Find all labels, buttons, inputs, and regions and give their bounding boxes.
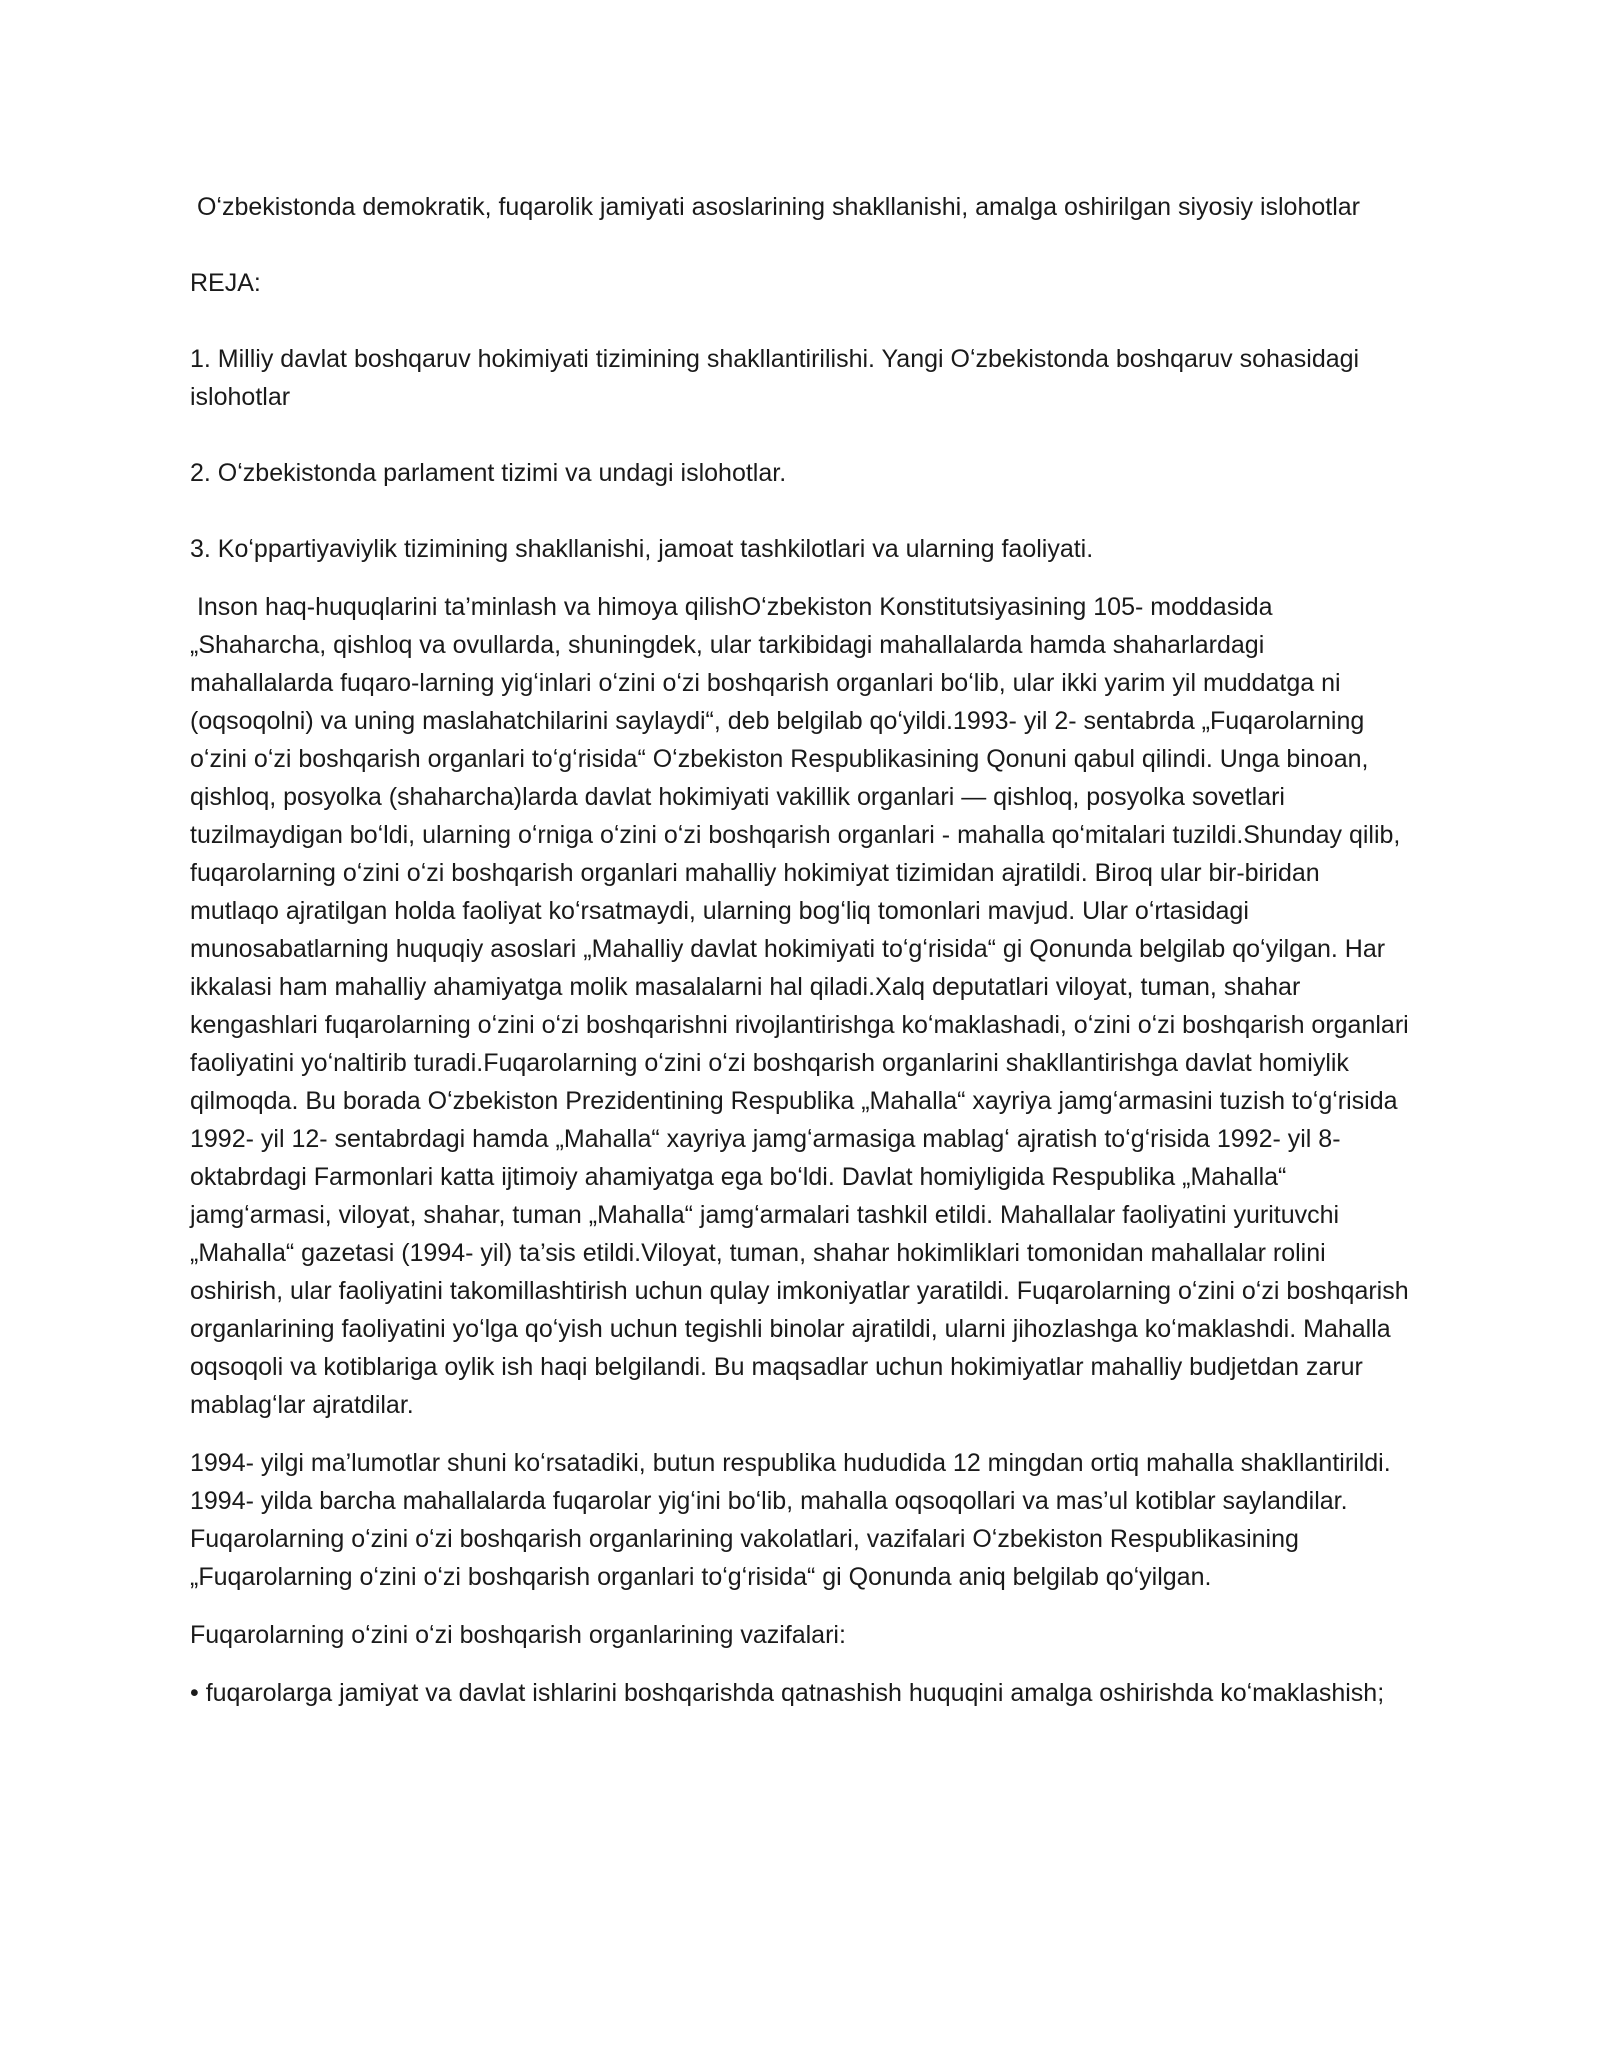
document-title: Oʻzbekistonda demokratik, fuqarolik jamiyati asoslarining shakllanishi, amalga oshirilgan siyosiy islohotlar — [190, 193, 1360, 221]
body-paragraph-2: 1994- yilgi ma’lumotlar shuni koʻrsatadiki, butun respublika hududida 12 mingdan ortiq mahalla shakllantirildi. 1994- yilda barcha mahallalarda fuqarolar yigʻini boʻlib, mahalla oqsoqollari va mas’ul kotiblar saylandilar. Fuqarolarning oʻzini oʻzi boshqarish organlarining vakolatlari, vazifalari Oʻzbekiston Respublikasining „Fuqarolarning oʻzini oʻzi boshqarish organlari toʻgʻrisida“ gi Qonunda aniq belgilab qoʻyilgan. — [190, 1449, 1398, 1591]
document-body — [190, 188, 1416, 1712]
body-paragraph-3: Fuqarolarning oʻzini oʻzi boshqarish organlarining vazifalari: — [190, 1621, 846, 1649]
body-paragraph-1: Inson haq-huquqlarini ta’minlash va himoya qilishOʻzbekiston Konstitutsiyasining 105- moddasida „Shaharcha, qishloq va ovullarda, shuningdek, ular tarkibidagi mahallalarda hamda shaharlardagi mahallalarda fuqaro-larning yigʻinlari oʻzini oʻzi boshqarish organlari boʻlib, ular ikki yarim yil muddatga ni (oqsoqolni) va uning maslahatchilarini saylaydi“, deb belgilab qoʻyildi.1993- yil 2- sentabrda „Fuqarolarning oʻzini oʻzi boshqarish organlari toʻgʻrisida“ Oʻzbekiston Respublikasining Qonuni qabul qilindi. Unga binoan, qishloq, posyolka (shaharcha)larda davlat hokimiyati vakillik organlari — qishloq, posyolka sovetlari tuzilmaydigan boʻldi, ularning oʻrniga oʻzini oʻzi boshqarish organlari - mahalla qoʻmitalari tuzildi.Shunday qilib, fuqarolarning oʻzini oʻzi boshqarish organlari mahalliy hokimiyat tizimidan ajratildi. Biroq ular bir-biridan mutlaqo ajratilgan holda faoliyat koʻrsatmaydi, ularning bogʻliq tomonlari mavjud. Ular oʻrtasidagi munosabatlarning huquqiy asoslari „Mahalliy davlat hokimiyati toʻgʻrisida“ gi Qonunda belgilab qoʻyilgan. Har ikkalasi ham mahalliy ahamiyatga molik masalalarni hal qiladi.Xalq deputatlari viloyat, tuman, shahar kengashlari fuqarolarning oʻzini oʻzi boshqarishni rivojlantirishga koʻmaklashadi, oʻzini oʻzi boshqarish organlari faoliyatini yoʻnaltirib turadi.Fuqarolarning oʻzini oʻzi boshqarish organlarini shakllantirishga davlat homiylik qilmoqda. Bu borada Oʻzbekiston Prezidentining Respublika „Mahalla“ xayriya jamgʻarmasini tuzish toʻgʻrisida 1992- yil 12- sentabrdagi hamda „Mahalla“ xayriya jamgʻarmasiga mablagʻ ajratish toʻgʻrisida 1992- yil 8- oktabrdagi Farmonlari katta ijtimoiy ahamiyatga ega boʻldi. Davlat homiyligida Respublika „Mahalla“ jamgʻarmasi, viloyat, shahar, tuman „Mahalla“ jamgʻarmalari tashkil etildi. Mahallalar faoliyatini yurituvchi „Mahalla“ gazetasi (1994- yil) ta’sis etildi.Viloyat, tuman, shahar hokimliklari tomonidan mahallalar rolini oshirish, ular faoliyatini takomillashtirish uchun qulay imkoniyatlar yaratildi. Fuqarolarning oʻzini oʻzi boshqarish organlarining faoliyatini yoʻlga qoʻyish uchun tegishli binolar ajratildi, ularni jihozlashga koʻmaklashdi. Mahalla oqsoqoli va kotiblariga oylik ish haqi belgilandi. Bu maqsadlar uchun hokimiyatlar mahalliy budjetdan zarur mablagʻlar ajratdilar. — [190, 593, 1416, 1419]
bullet-item-1: • fuqarolarga jamiyat va davlat ishlarini boshqarishda qatnashish huquqini amalga oshirishda koʻmaklashish; — [190, 1679, 1385, 1707]
plan-item-1: 1. Milliy davlat boshqaruv hokimiyati tizimining shakllantirilishi. Yangi Oʻzbekistonda boshqaruv sohasidagi islohotlar — [190, 345, 1367, 411]
plan-item-3: 3. Koʻppartiyaviylik tizimining shakllanishi, jamoat tashkilotlari va ularning faoliyati. — [190, 535, 1094, 563]
plan-item-2: 2. Oʻzbekistonda parlament tizimi va undagi islohotlar. — [190, 459, 787, 487]
plan-heading: REJA: — [190, 269, 261, 297]
